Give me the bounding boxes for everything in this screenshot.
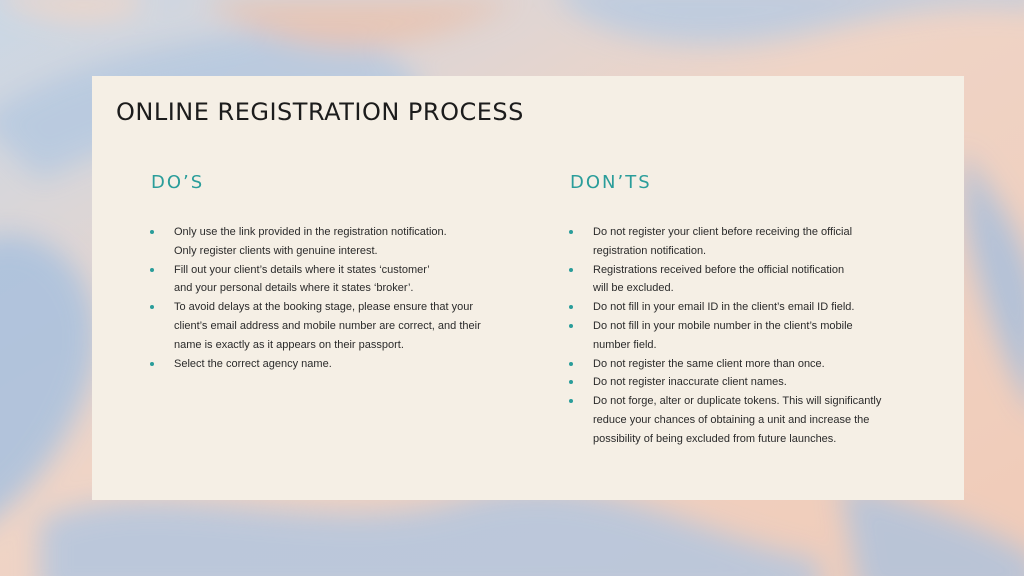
list-item: [569, 223, 909, 261]
list-item-line: number field.: [593, 338, 657, 351]
list-item-line: registration notification.: [593, 244, 707, 257]
list-item-line: Registrations received before the official notification: [593, 263, 845, 276]
list-item-line: Do not register inaccurate client names.: [593, 376, 787, 389]
page-title: ONLINE REGISTRATION PROCESS: [116, 98, 524, 126]
list-item-line: Do not register the same client more than once.: [593, 357, 825, 370]
bullet-icon: [569, 305, 573, 309]
list-item-line: Do not fill in your email ID in the client’s email ID field.: [593, 301, 855, 314]
bullet-icon: [150, 305, 154, 309]
list-item-line: Do not forge, alter or duplicate tokens. This will significantly: [593, 395, 882, 408]
list-item-line: Select the correct agency name.: [174, 357, 332, 370]
dos-heading: DO’S: [151, 172, 205, 193]
list-item-line: will be excluded.: [593, 282, 674, 295]
dos-list: [150, 223, 510, 373]
list-item: [569, 261, 909, 299]
bullet-icon: [569, 399, 573, 403]
list-item: [569, 355, 909, 374]
list-item-line: client’s email address and mobile number are correct, and their: [174, 319, 481, 332]
list-item-line: name is exactly as it appears on their passport.: [174, 338, 404, 351]
list-item-line: possibility of being excluded from future launches.: [593, 432, 837, 445]
bullet-icon: [150, 362, 154, 366]
bullet-icon: [150, 268, 154, 272]
list-item: [150, 298, 510, 354]
list-item-line: Only use the link provided in the registration notification.: [174, 226, 447, 238]
bullet-icon: [569, 230, 573, 234]
list-item-line: Fill out your client’s details where it states ‘customer’: [174, 263, 430, 276]
bullet-icon: [569, 380, 573, 384]
list-item-line: reduce your chances of obtaining a unit and increase the: [593, 413, 870, 426]
bullet-icon: [150, 230, 154, 234]
list-item-line: To avoid delays at the booking stage, please ensure that your: [174, 301, 474, 314]
list-item-line: and your personal details where it states ‘broker’.: [174, 282, 414, 295]
list-item: [150, 355, 510, 374]
list-item: [569, 317, 909, 355]
list-item-line: Only register clients with genuine interest.: [174, 244, 378, 257]
list-item-line: Do not register your client before receiving the official: [593, 226, 853, 238]
list-item: [150, 261, 510, 299]
bullet-icon: [569, 362, 573, 366]
content-card: [92, 76, 964, 500]
list-item-line: Do not fill in your mobile number in the client’s mobile: [593, 319, 853, 332]
list-item: [569, 373, 909, 392]
bullet-icon: [569, 324, 573, 328]
list-item: [569, 392, 909, 448]
list-item: [569, 298, 909, 317]
list-item: [150, 223, 510, 261]
bullet-icon: [569, 268, 573, 272]
donts-list: [569, 223, 909, 449]
donts-heading: DON’TS: [570, 172, 652, 193]
